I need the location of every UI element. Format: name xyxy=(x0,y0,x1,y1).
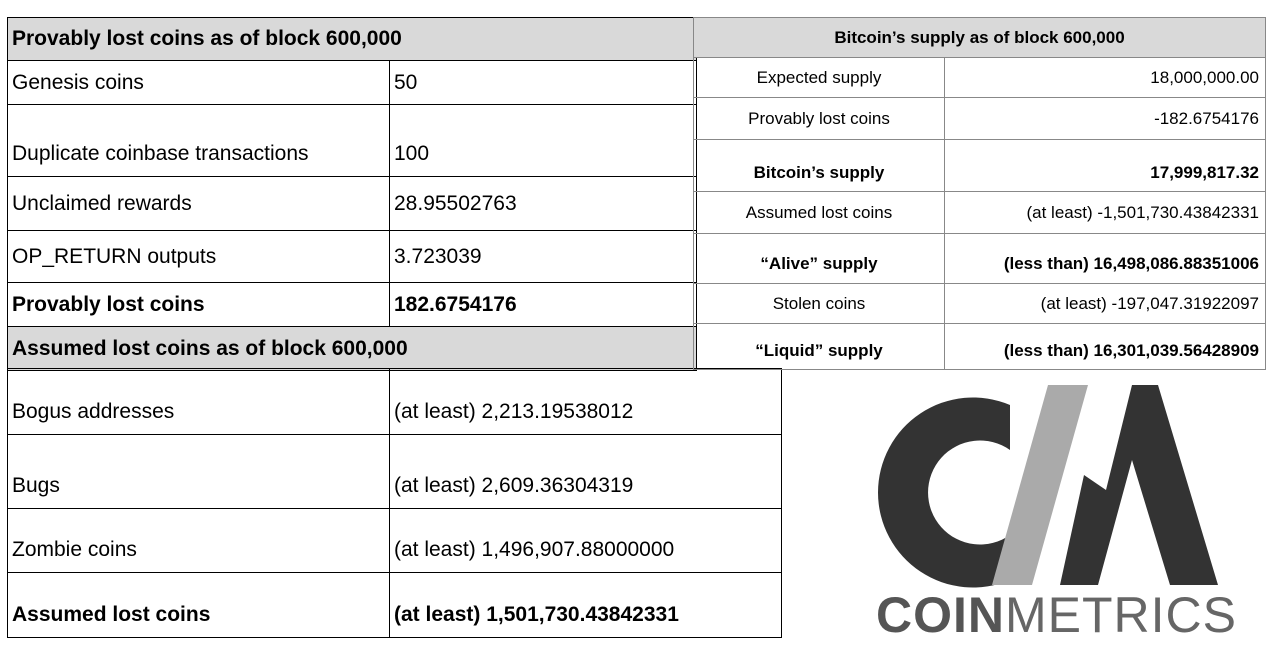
supply-value: (at least) -1,501,730.43842331 xyxy=(945,192,1266,234)
logo-m-shape xyxy=(1060,385,1218,585)
supply-label: Stolen coins xyxy=(694,284,945,324)
row-value: 50 xyxy=(390,61,697,105)
row-value: (at least) 2,213.19538012 xyxy=(390,369,782,435)
supply-value: 17,999,817.32 xyxy=(945,140,1266,192)
row-value: (at least) 2,609.36304319 xyxy=(390,435,782,509)
row-label: Bugs xyxy=(8,435,390,509)
bitcoin-supply-table xyxy=(693,17,1266,370)
wordmark-metrics: METRICS xyxy=(1005,587,1237,643)
total-label: Provably lost coins xyxy=(8,283,390,327)
supply-value: (less than) 16,301,039.56428909 xyxy=(945,324,1266,370)
coinmetrics-wordmark xyxy=(876,587,1237,643)
provably-lost-title: Provably lost coins as of block 600,000 xyxy=(8,18,697,61)
total-label: Assumed lost coins xyxy=(8,573,390,638)
supply-label: Expected supply xyxy=(694,58,945,98)
supply-title: Bitcoin’s supply as of block 600,000 xyxy=(694,18,1266,58)
row-label: Bogus addresses xyxy=(8,369,390,435)
row-value: 100 xyxy=(390,105,697,177)
row-label: Unclaimed rewards xyxy=(8,177,390,231)
total-value: (at least) 1,501,730.43842331 xyxy=(390,573,782,638)
provably-lost-table xyxy=(7,17,697,371)
wordmark-coin: COIN xyxy=(876,587,1005,643)
supply-value: -182.6754176 xyxy=(945,98,1266,140)
assumed-lost-title: Assumed lost coins as of block 600,000 xyxy=(8,327,697,371)
total-value: 182.6754176 xyxy=(390,283,697,327)
row-label: Zombie coins xyxy=(8,509,390,573)
supply-value: (less than) 16,498,086.88351006 xyxy=(945,234,1266,284)
supply-label: Bitcoin’s supply xyxy=(694,140,945,192)
supply-label: “Liquid” supply xyxy=(694,324,945,370)
supply-label: Assumed lost coins xyxy=(694,192,945,234)
supply-label: Provably lost coins xyxy=(694,98,945,140)
supply-value: (at least) -197,047.31922097 xyxy=(945,284,1266,324)
row-label: Genesis coins xyxy=(8,61,390,105)
row-value: (at least) 1,496,907.88000000 xyxy=(390,509,782,573)
logo-c-shape xyxy=(878,398,1010,588)
supply-label: “Alive” supply xyxy=(694,234,945,284)
row-label: OP_RETURN outputs xyxy=(8,231,390,283)
assumed-lost-table xyxy=(7,368,782,638)
row-value: 28.95502763 xyxy=(390,177,697,231)
supply-value: 18,000,000.00 xyxy=(945,58,1266,98)
row-label: Duplicate coinbase transactions xyxy=(8,105,390,177)
row-value: 3.723039 xyxy=(390,231,697,283)
